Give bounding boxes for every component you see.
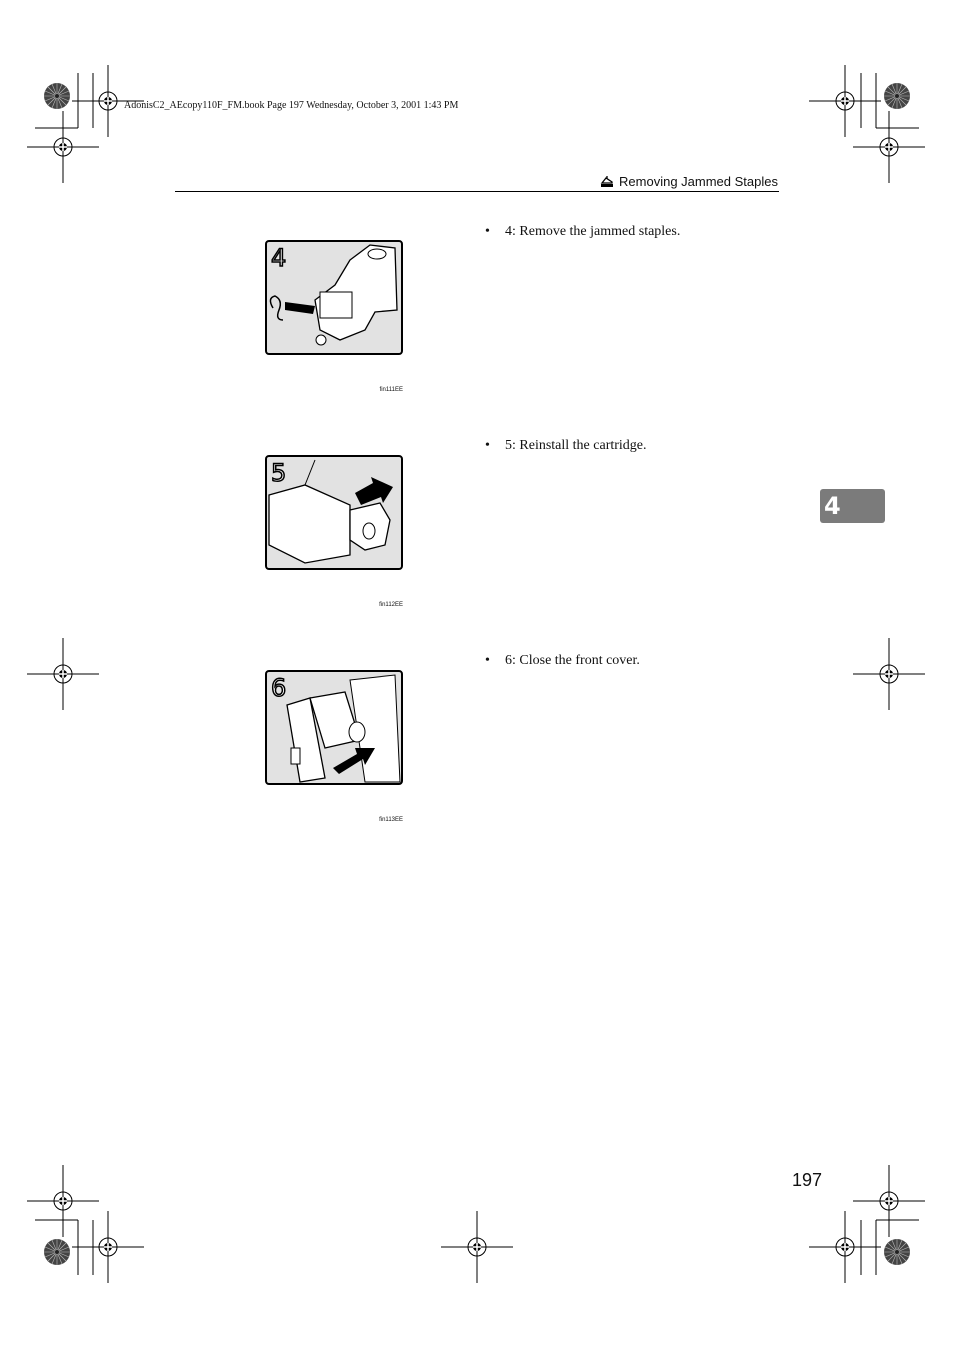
figure-close-cover — [265, 670, 403, 785]
bullet: • — [485, 224, 490, 239]
figure-number: 5 — [271, 459, 287, 487]
figure-code: fin112EE — [379, 602, 403, 608]
chapter-tab: 4 — [820, 489, 885, 523]
step-item — [485, 438, 647, 454]
figure-number: 6 — [271, 674, 287, 702]
figure-reinstall-cartridge — [265, 455, 403, 570]
step-item — [485, 224, 680, 240]
section-title: Removing Jammed Staples — [619, 174, 778, 189]
running-header — [600, 174, 778, 189]
stapler-icon — [600, 176, 614, 188]
figure-remove-staples — [265, 240, 403, 355]
page-number: 197 — [792, 1170, 823, 1190]
header-rule — [175, 191, 779, 192]
figure-number: 4 — [271, 244, 287, 272]
file-info: AdonisC2_AEcopy110F_FM.book Page 197 Wednesday, October 3, 2001 1:43 PM — [124, 100, 459, 111]
bullet: • — [485, 653, 490, 668]
step-item — [485, 653, 640, 669]
step-text: 4: Remove the jammed staples. — [505, 224, 681, 239]
step-text: 5: Reinstall the cartridge. — [505, 438, 647, 453]
figure-code: fin111EE — [379, 387, 403, 393]
bullet: • — [485, 438, 490, 453]
figure-code: fin113EE — [379, 817, 403, 823]
step-text: 6: Close the front cover. — [505, 653, 640, 668]
